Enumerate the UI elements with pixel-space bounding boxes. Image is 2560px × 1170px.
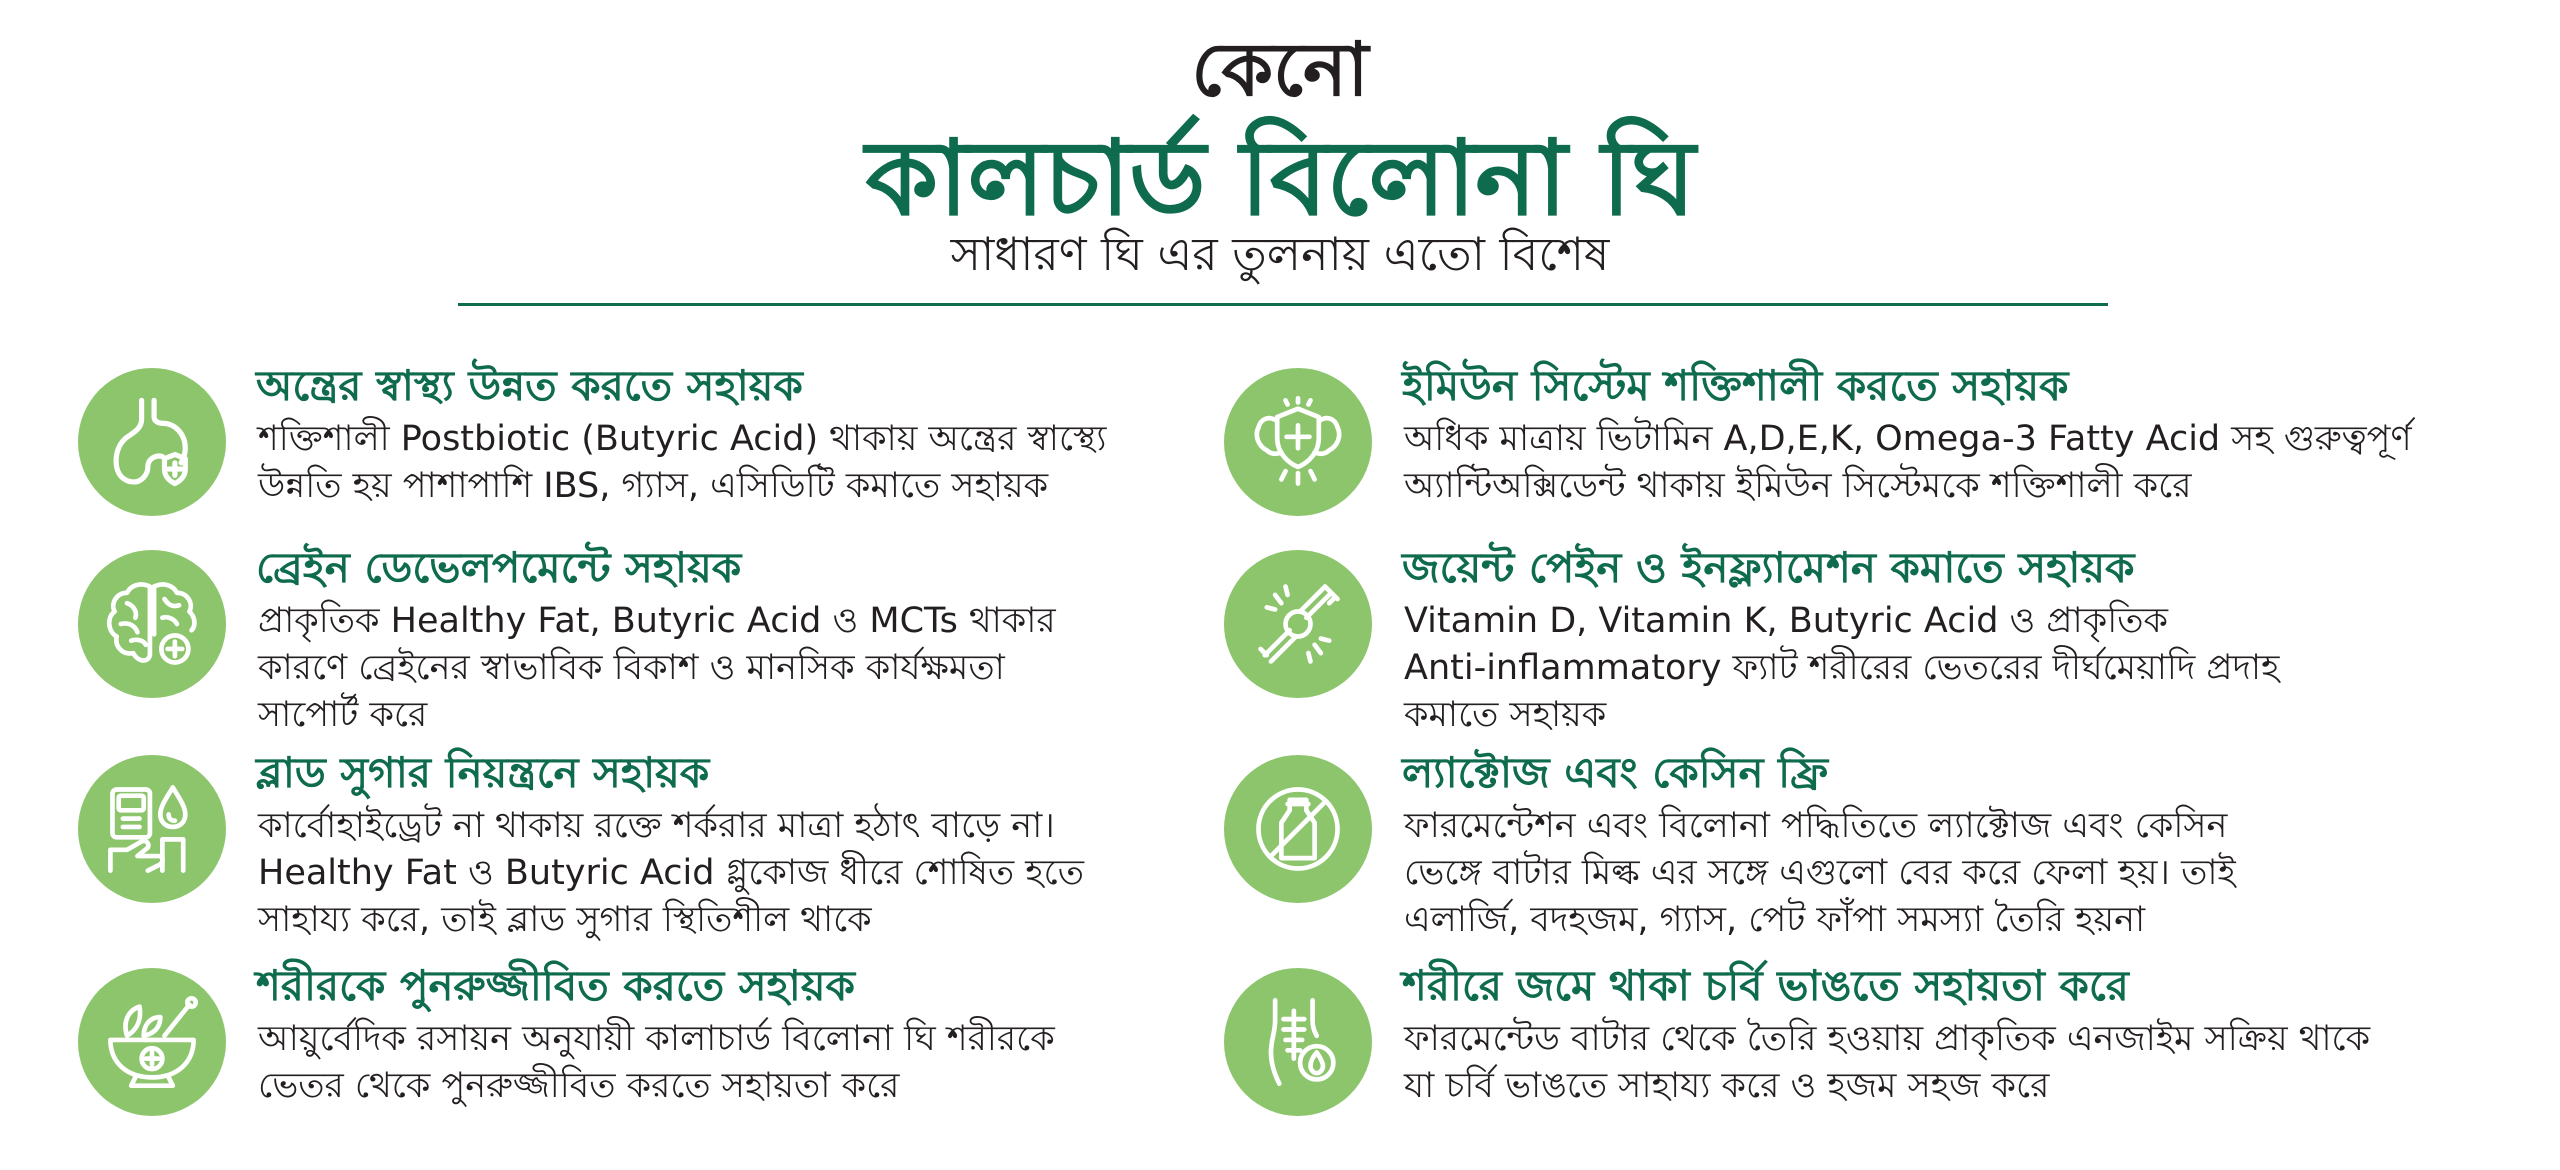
feature-title: শরীরকে পুনরুজ্জীবিত করতে সহায়ক [256,961,855,1010]
feature-title: ল্যাক্টোজ এবং কেসিন ফ্রি [1402,748,1829,797]
description-line: এলার্জি, বদহজম, গ্যাস, পেট ফাঁপা সমস্যা তৈরি হয়না [1404,900,2146,940]
kicker-text: কেনো [1191,27,1369,113]
description-line: ভেঙ্গে বাটার মিল্ক এর সঙ্গে এগুলো বের করে ফেলা হয়। তাই [1404,853,2236,893]
feature-description [258,416,1218,510]
description-line: Healthy Fat ও Butyric Acid গ্লুকোজ ধীরে শোষিত হতে [258,853,1085,893]
feature-title: ব্লাড সুগার নিয়ন্ত্রনে সহায়ক [256,748,710,797]
description-line: অ্যান্টিঅক্সিডেন্ট থাকায় ইমিউন সিস্টেমকে শক্তিশালী করে [1404,466,2192,506]
feature-description [1404,416,2412,510]
glucometer-icon [78,755,226,903]
description-line: যা চর্বি ভাঙতে সাহায্য করে ও হজম সহজ করে [1404,1066,2050,1106]
feature-description [1404,598,2364,739]
description-line: সাপোর্ট করে [258,695,428,735]
feature-description [1404,1016,2371,1110]
no-milk-icon [1224,755,1372,903]
description-line: কমাতে সহায়ক [1404,695,1607,735]
description-line: ফারমেন্টেড বাটার থেকে তৈরি হওয়ায় প্রাকৃতিক এনজাইম সক্রিয় থাকে [1404,1019,2371,1059]
description-line: শক্তিশালী Postbiotic (Butyric Acid) থাকায় অন্ত্রের স্বাস্থ্যে [258,419,1107,459]
subtitle: সাধারণ ঘি এর তুলনায় এতো বিশেষ [950,227,1610,281]
joint-pain-icon [1224,550,1372,698]
description-line: অধিক মাত্রায় ভিটামিন A,D,E,K, Omega-3 Fatty Acid সহ গুরুত্বপূর্ণ [1404,419,2412,459]
headline: কালচার্ড বিলোনা ঘি [865,117,1695,239]
feature-title: ব্রেইন ডেভেলপমেন্টে সহায়ক [256,543,742,592]
feature-title: অন্ত্রের স্বাস্থ্য উন্নত করতে সহায়ক [256,361,803,410]
description-line: ফারমেন্টেশন এবং বিলোনা পদ্ধিতিতে ল্যাক্টোজ এবং কেসিন [1404,806,2228,846]
feature-title: জয়েন্ট পেইন ও ইনফ্ল্যামেশন কমাতে সহায়ক [1402,543,2135,592]
immune-shield-icon [1224,368,1372,516]
mortar-herb-icon [78,968,226,1116]
header-divider [458,303,2108,306]
feature-description [258,598,1218,739]
description-line: ভেতর থেকে পুনরুজ্জীবিত করতে সহায়তা করে [258,1066,900,1106]
description-line: Anti-inflammatory ফ্যাট শরীরের ভেতরের দীর্ঘমেয়াদি প্রদাহ [1404,648,2280,688]
fat-burn-icon [1224,968,1372,1116]
feature-description [258,1016,1218,1110]
feature-title: ইমিউন সিস্টেম শক্তিশালী করতে সহায়ক [1402,361,2069,410]
brain-icon [78,550,226,698]
description-line: কার্বোহাইড্রেট না থাকায় রক্তে শর্করার মাত্রা হঠাৎ বাড়ে না। [258,806,1055,846]
description-line: প্রাকৃতিক Healthy Fat, Butyric Acid ও MCTs থাকার [258,601,1056,641]
description-line: কারণে ব্রেইনের স্বাভাবিক বিকাশ ও মানসিক কার্যক্ষমতা [258,648,1005,688]
feature-description [1404,803,2364,944]
feature-title: শরীরে জমে থাকা চর্বি ভাঙতে সহায়তা করে [1402,961,2129,1010]
stomach-icon [78,368,226,516]
description-line: উন্নতি হয় পাশাপাশি IBS, গ্যাস, এসিডিটি কমাতে সহায়ক [258,466,1049,506]
description-line: সাহায্য করে, তাই ব্লাড সুগার স্থিতিশীল থাকে [258,900,872,940]
feature-description [258,803,1218,944]
description-line: আয়ুর্বেদিক রসায়ন অনুযায়ী কালাচার্ড বিলোনা ঘি শরীরকে [258,1019,1055,1059]
description-line: Vitamin D, Vitamin K, Butyric Acid ও প্রাকৃতিক [1404,601,2168,641]
